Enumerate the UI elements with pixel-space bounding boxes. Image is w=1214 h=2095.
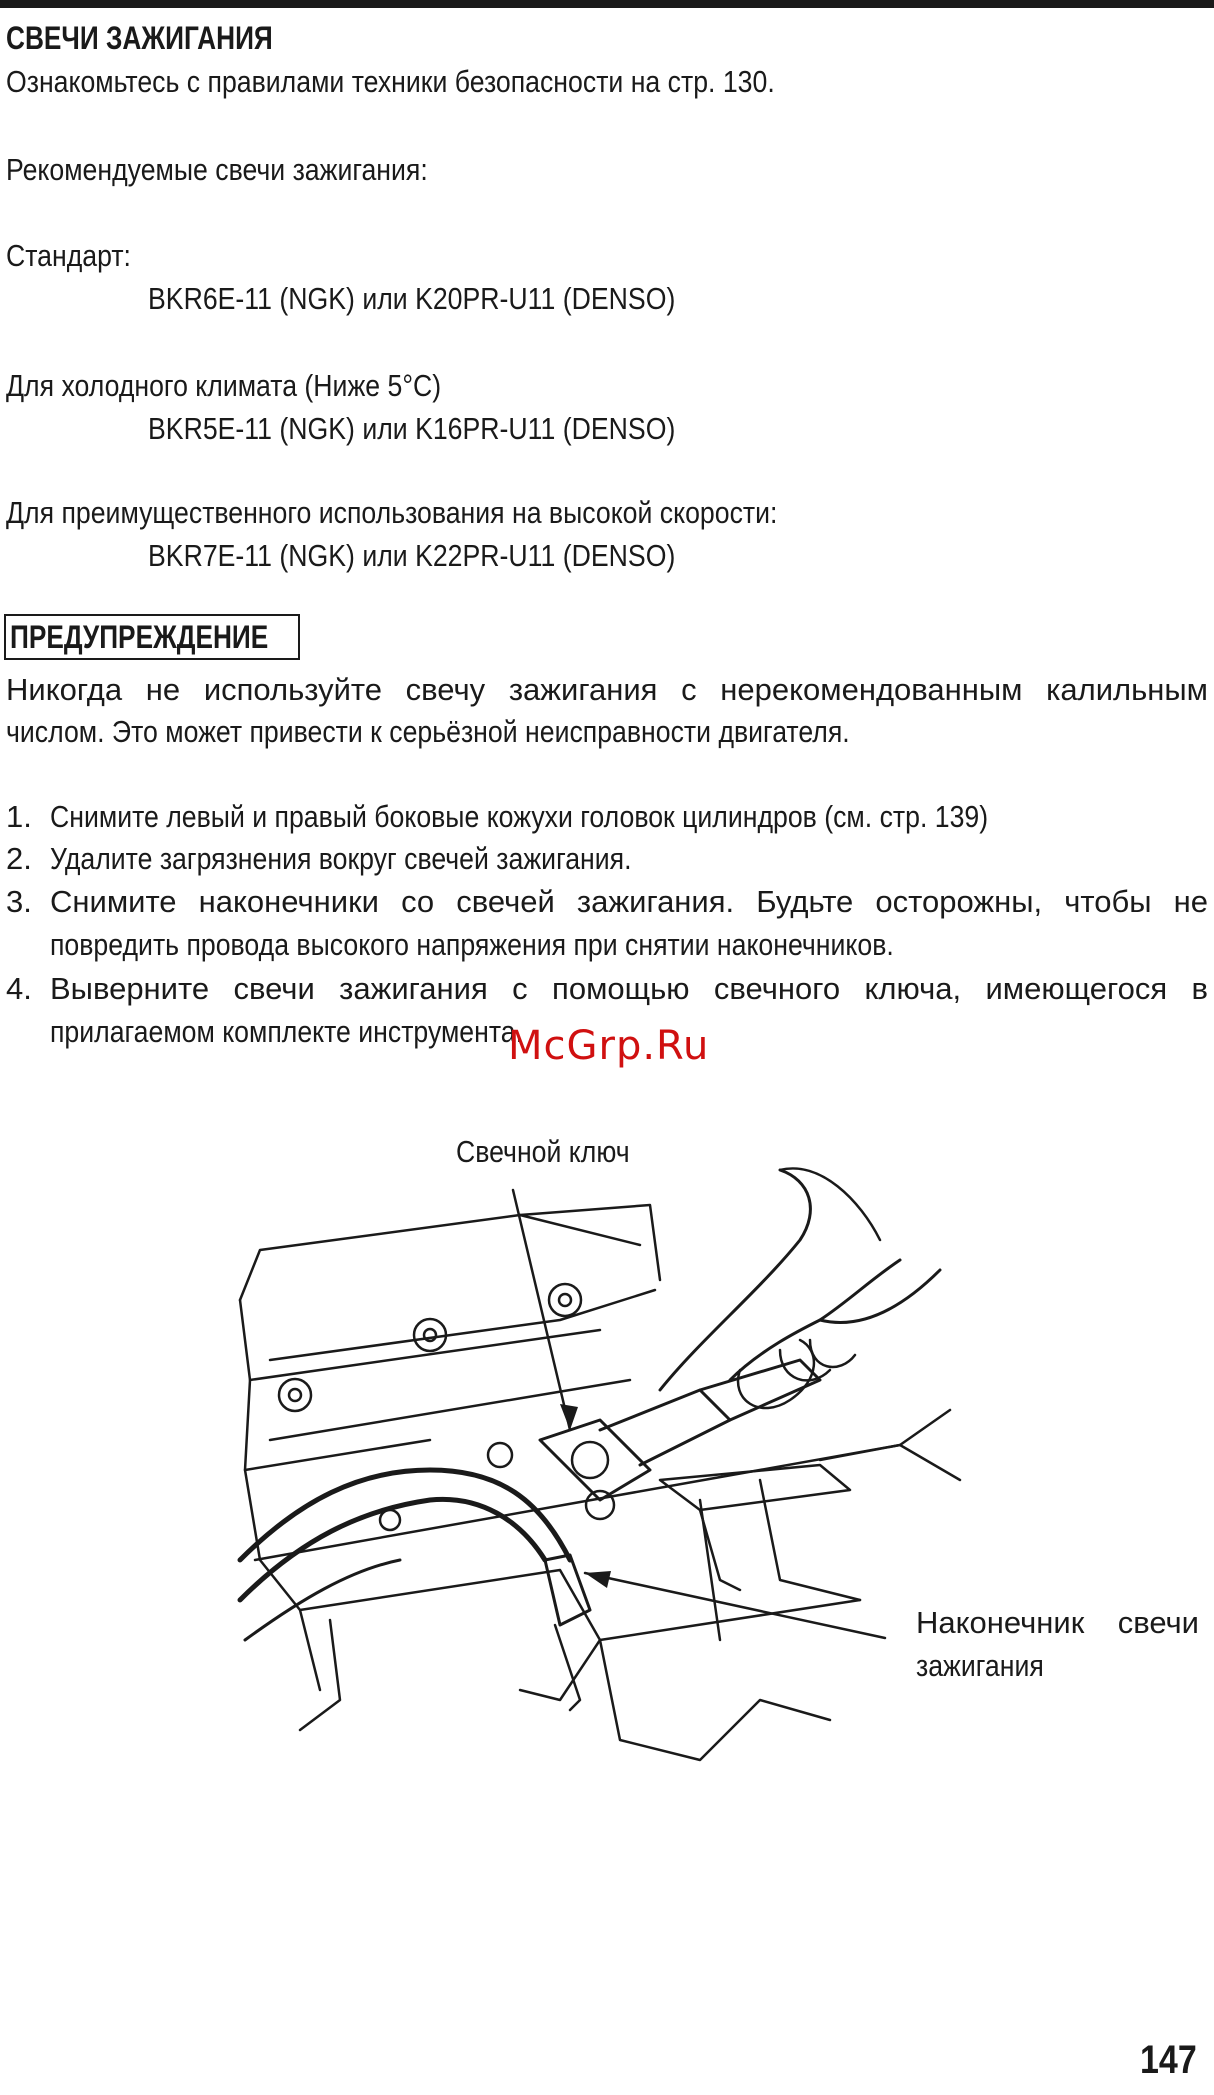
arrow-head-icon: [560, 1404, 578, 1430]
label-plug-cap-line1: Наконечник свечи: [916, 1605, 1199, 1640]
plug-condition-cold: Для холодного климата (Ниже 5°C): [6, 368, 442, 403]
warning-text-line2: числом. Это может привести к серьёзной неисправности двигателя.: [6, 714, 850, 749]
warning-text-line1: Никогда не используйте свечу зажигания с нерекомендованным калильным: [6, 672, 1208, 707]
plug-models-cold: BKR5E-11 (NGK) или K16PR-U11 (DENSO): [148, 411, 676, 446]
step-number: 4.: [6, 971, 32, 1006]
plug-condition-highspeed: Для преимущественного использования на высокой скорости:: [6, 495, 778, 530]
step-text: Снимите наконечники со свечей зажигания. Будьте осторожны, чтобы не: [50, 884, 1208, 919]
step-text-cont: повредить провода высокого напряжения при снятии наконечников.: [50, 927, 894, 962]
step-number: 1.: [6, 799, 32, 834]
step-number: 2.: [6, 841, 32, 876]
label-spark-plug-wrench: Свечной ключ: [456, 1134, 630, 1169]
page-title: СВЕЧИ ЗАЖИГАНИЯ: [6, 20, 273, 56]
step-text: Удалите загрязнения вокруг свечей зажигания.: [50, 841, 632, 876]
plug-models-standard: BKR6E-11 (NGK) или K20PR-U11 (DENSO): [148, 281, 676, 316]
step-text-cont: прилагаемом комплекте инструмента.: [50, 1014, 524, 1049]
recommended-intro: Рекомендуемые свечи зажигания:: [6, 152, 428, 187]
plug-models-highspeed: BKR7E-11 (NGK) или K22PR-U11 (DENSO): [148, 538, 676, 573]
step-text: Выверните свечи зажигания с помощью свечного ключа, имеющегося в: [50, 971, 1208, 1006]
label-plug-cap-line2: зажигания: [916, 1648, 1044, 1683]
step-text: Снимите левый и правый боковые кожухи головок цилиндров (см. стр. 139): [50, 799, 989, 834]
plug-condition-standard: Стандарт:: [6, 238, 131, 273]
arrow-head-icon: [585, 1571, 611, 1588]
page-number: 147: [1140, 2038, 1197, 2082]
warning-label: ПРЕДУПРЕЖДЕНИЕ: [10, 619, 269, 655]
watermark: McGrp.Ru: [508, 1023, 710, 1069]
safety-note: Ознакомьтесь с правилами техники безопасности на стр. 130.: [6, 64, 775, 99]
step-number: 3.: [6, 884, 32, 919]
